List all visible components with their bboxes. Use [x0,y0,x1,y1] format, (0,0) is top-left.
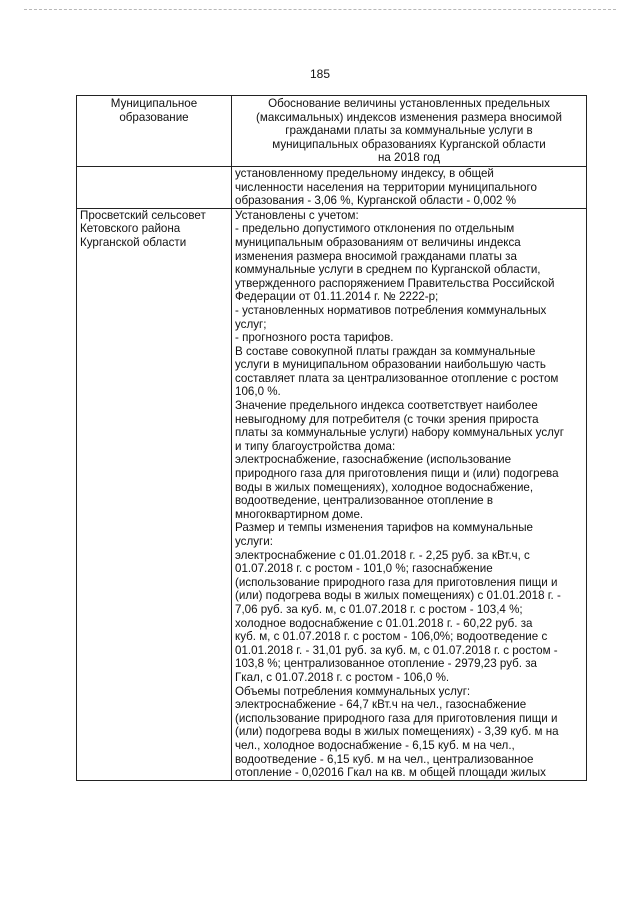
text-line: Размер и темпы изменения тарифов на коммунальные [235,521,533,535]
text-line: чел., холодное водоснабжение - 6,15 куб. м на чел., [235,738,515,752]
scan-edge-line [24,9,616,10]
text-line: (использование природного газа для приготовления пищи и [235,711,558,725]
table-row [77,166,587,208]
text-line: услуги: [235,535,273,548]
text-line: и типу благоустройства дома: [235,439,396,453]
continuation-text-cell [232,166,587,208]
text-line: 01.07.2018 г. с ростом - 101,0 %; газоснабжение [235,562,493,576]
text-line: гражданами платы за коммунальные услуги в [285,124,533,138]
tariff-justification-table [76,95,587,781]
text-line: природного газа для приготовления пищи и (или) подогрева [235,467,559,481]
text-line: на 2018 год [377,151,441,165]
text-line: Установлены с учетом: [235,208,359,222]
page-number: 185 [309,67,331,81]
text-line: (максимальных) индексов изменения размера вносимой [256,110,562,124]
table-header-row [77,96,587,167]
text-line: (использование природного газа для приготовления пищи и [235,575,558,589]
text-line: Объемы потребления коммунальных услуг: [235,684,471,698]
text-line: Гкал, с 01.07.2018 г. с ростом - 106,0 %. [235,670,450,684]
header-municipality-lines [80,97,228,124]
text-line: Федерации от 01.11.2014 г. № 2222-р; [235,290,439,304]
text-line: электроснабжение с 01.01.2018 г. - 2,25 руб. за кВт.ч, с [235,548,530,562]
text-line: (или) подогрева воды в жилых помещениях) с 01.01.2018 г. - [235,589,561,603]
text-line: - предельно допустимого отклонения по отдельным [235,222,515,236]
text-line: муниципальных образованиях Курганской области [272,137,546,151]
continuation-text-lines [235,167,583,208]
header-justification-cell [232,96,587,167]
text-line: установленному предельному индексу, в общей [235,166,494,180]
text-line: платы за коммунальные услуги) набору коммунальных услуг [235,426,564,440]
text-line: 7,06 руб. за куб. м, с 01.07.2018 г. с ростом - 103,4 %; [235,602,523,616]
text-line: утвержденного распоряжением Правительства Российской [235,276,555,290]
text-line: муниципальным образованиям от величины индекса [235,235,521,249]
entry-municipality-cell [77,208,232,780]
text-line: Курганской области [80,235,187,249]
text-line: услуги в муниципальном образовании наибольшую часть [235,358,546,372]
text-line: электроснабжение - 64,7 кВт.ч на чел., газоснабжение [235,698,527,712]
text-line: Муниципальное [110,97,198,110]
text-line: - установленных нормативов потребления коммунальных [235,303,547,317]
text-line: куб. м, с 01.07.2018 г. с ростом - 106,0%; водоотведение с [235,630,548,644]
text-line: изменения размера вносимой гражданами платы за [235,249,517,263]
text-line: составляет плата за централизованное отопление с ростом [235,371,559,385]
text-line: (или) подогрева воды в жилых помещениях) - 3,39 куб. м на [235,725,559,739]
text-line: воды в жилых помещениях), холодное водоснабжение, [235,480,534,494]
text-line: В составе совокупной платы граждан за коммунальные [235,344,536,358]
text-line: образование [119,110,189,124]
text-line: многоквартирном доме. [235,507,364,521]
text-line: Обоснование величины установленных предельных [268,97,550,110]
text-line: водоотведение, централизованное отопление в [235,494,493,508]
continuation-municipality-cell [77,166,232,208]
text-line: Значение предельного индекса соответствует наиболее [235,399,538,413]
entry-text-lines [235,209,583,780]
text-line: образования - 3,06 %, Курганской области - 0,002 % [235,194,517,208]
entry-text-cell [232,208,587,780]
text-line: услуг; [235,317,267,331]
header-justification-lines [235,97,583,165]
header-municipality-cell [77,96,232,167]
text-line: 01.01.2018 г. - 31,01 руб. за куб. м, с 01.07.2018 г. с ростом - [235,643,558,657]
text-line: 103,8 %; централизованное отопление - 2979,23 руб. за [235,657,537,671]
text-line: холодное водоснабжение с 01.01.2018 г. - 60,22 руб. за [235,616,533,630]
entry-municipality-lines [80,209,228,250]
text-line: невыгодному для потребителя (с точки зрения прироста [235,412,539,426]
text-line: Просветский сельсовет [80,208,206,222]
text-line: коммунальные услуги в среднем по Курганской области, [235,263,541,277]
text-line: отопление - 0,02016 Гкал на кв. м общей площади жилых [235,766,546,780]
text-line: численности населения на территории муниципального [235,180,537,194]
table-row [77,208,587,780]
text-line: электроснабжение, газоснабжение (использование [235,453,512,467]
text-line: водоотведение - 6,15 куб. м на чел., централизованное [235,752,534,766]
text-line: 106,0 %. [235,385,281,399]
text-line: - прогнозного роста тарифов. [235,331,394,345]
text-line: Кетовского района [80,222,181,236]
